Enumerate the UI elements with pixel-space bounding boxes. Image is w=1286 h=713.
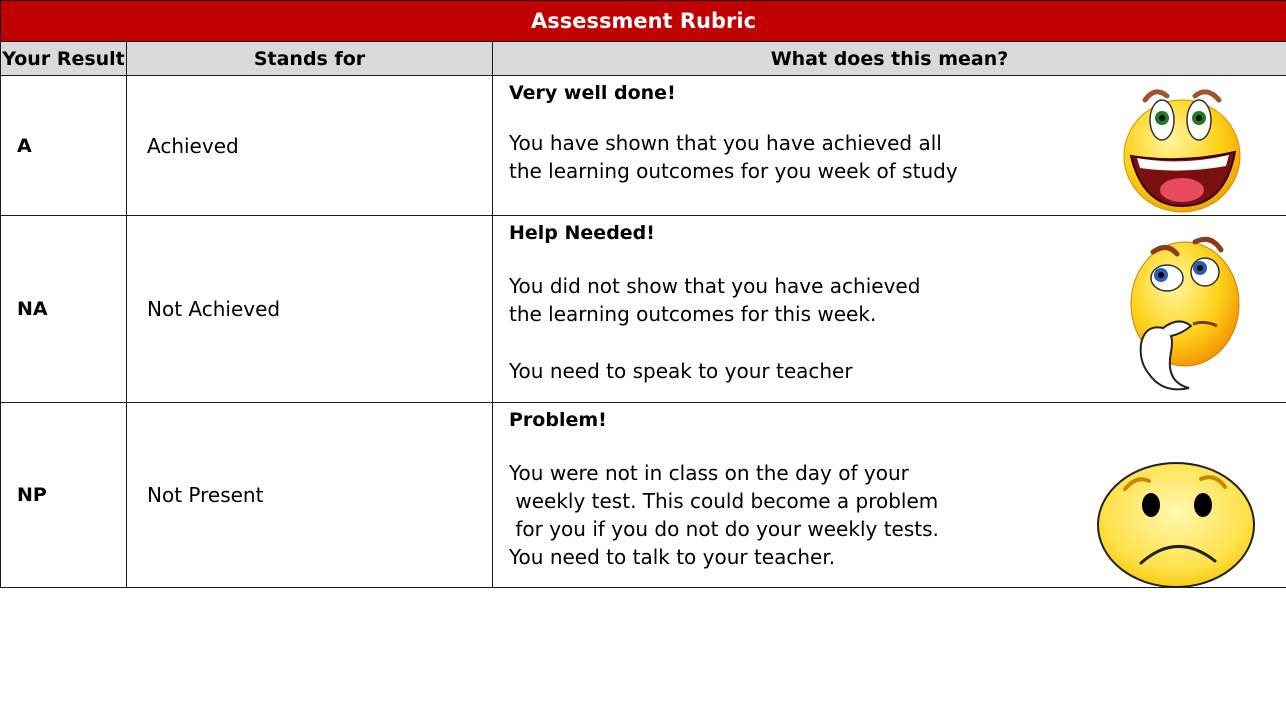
meaning-title: Very well done!: [509, 82, 676, 104]
result-code: NA: [1, 216, 127, 403]
header-stands-for: Stands for: [127, 42, 493, 76]
table-row: [1, 216, 1286, 403]
meaning-title: Help Needed!: [509, 222, 655, 244]
meaning-text: You did not show that you have achieved the learning outcomes for this week.: [509, 274, 921, 326]
table-row: [1, 76, 1286, 216]
laughing-smiley-icon: [1107, 78, 1257, 216]
header-row: [1, 42, 1286, 76]
meaning-text: You were not in class on the day of your weekly test. This could become a problem for you if you do not do your weekly tests. You need to talk to your teacher.: [509, 461, 939, 569]
header-your-result: Your Result: [1, 42, 127, 76]
result-code: A: [1, 76, 127, 216]
sad-smiley-icon: [1091, 453, 1261, 587]
thinking-smiley-icon: [1105, 224, 1255, 396]
stands-for: Achieved: [127, 76, 493, 216]
stands-for: Not Achieved: [127, 216, 493, 403]
meaning-cell: [493, 216, 1286, 403]
meaning-title: Problem!: [509, 409, 607, 431]
stands-for: Not Present: [127, 403, 493, 588]
table-row: [1, 403, 1286, 588]
meaning-cell: [493, 403, 1286, 588]
result-code: NP: [1, 403, 127, 588]
title-row: [1, 1, 1286, 42]
meaning-text: You have shown that you have achieved all the learning outcomes for you week of study: [509, 131, 958, 183]
meaning-extra: You need to speak to your teacher: [509, 359, 853, 383]
header-meaning: What does this mean?: [493, 42, 1286, 76]
rubric-title: Assessment Rubric: [1, 1, 1286, 42]
meaning-cell: [493, 76, 1286, 216]
